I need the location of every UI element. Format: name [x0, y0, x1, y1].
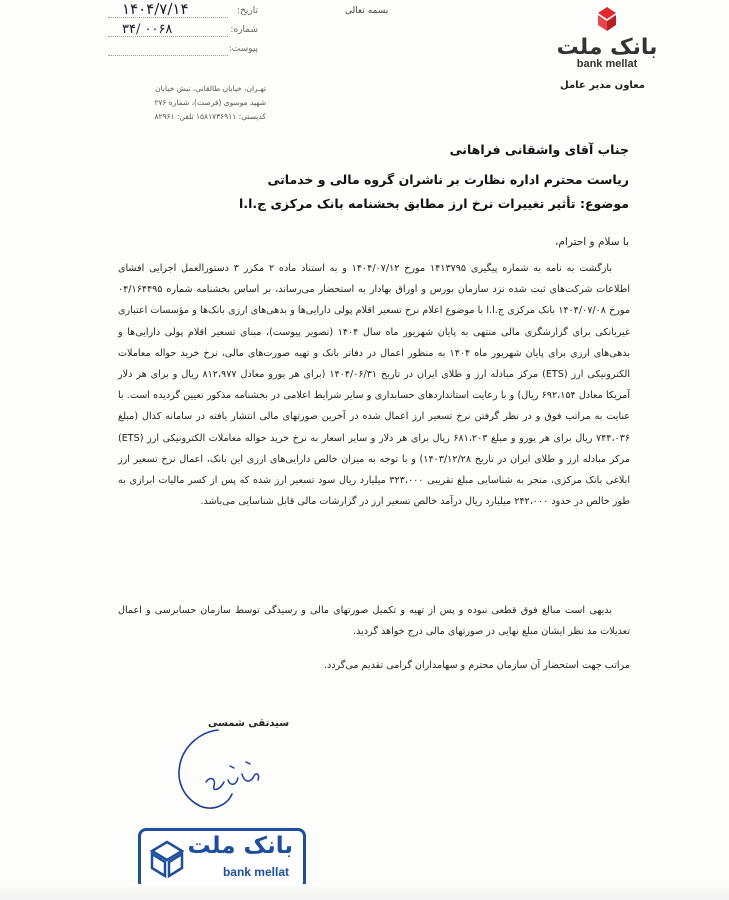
- bank-mellat-emblem-icon: [592, 6, 622, 32]
- page-edge: [0, 884, 729, 900]
- signatory-name: سیدتقی شمسی: [208, 718, 290, 729]
- addressee-name: جناب آقای واشقانی فراهانی: [449, 142, 629, 157]
- attachment-label: پیوست:: [228, 44, 258, 54]
- date-value: ۱۴۰۴/۷/۱۴: [122, 0, 189, 18]
- bank-name-en: bank mellat: [576, 58, 638, 70]
- date-row: [108, 0, 258, 23]
- number-value: ۳۴/ ۰۰۶۸: [122, 22, 173, 37]
- stamp-bank-name-en: bank mellat: [222, 865, 289, 879]
- bank-mellat-emblem-icon: [147, 839, 187, 879]
- bank-stamp: [138, 828, 306, 890]
- addressee-title: ریاست محترم اداره نظارت بر ناشران گروه مالی و خدماتی: [267, 172, 629, 187]
- bank-address: [108, 82, 266, 124]
- letter-meta: [108, 0, 258, 61]
- issuing-unit: معاون مدیر عامل: [560, 80, 645, 91]
- address-line: تهـران، خیابان طالقانی، نبش خیابان: [155, 84, 266, 93]
- handwritten-signature: [170, 724, 280, 814]
- bismillah: بسمه تعالی: [345, 6, 389, 16]
- date-label: تاریخ:: [237, 6, 258, 16]
- number-label: شماره:: [230, 25, 258, 35]
- bank-name-fa: بانک ملت: [556, 35, 658, 60]
- closing-paragraph: مراتب جهت استحضار آن سازمان محترم و سهامداران گرامی تقدیم می‌گردد.: [323, 660, 630, 671]
- body-paragraph: بازگشت به نامه به شماره پیگیری ۱۴۱۳۷۹۵ مورخ ۱۴۰۴/۰۷/۱۲ و به استناد ماده ۲ مکرر ۳ دستورالعمل اجرایی افشای اطلاعات شرکت‌های ثبت شده نزد سازمان بورس و اوراق بهادار به استحضار می‌رساند، بر اساس بخشنامه شماره ۰۴/۱۶۴۴۹۵ مورخ ۱۴۰۴/۰۷/۰۸ بانک مرکزی ج.ا.ا با موضوع اعلام نرخ تسعیر اقلام پولی دارایی‌ها و بدهی‌های ارزی بانک‌ها و مؤسسات اعتباری غیربانکی برای گزارشگری مالی منتهی به پایان شهریور ماه سال ۱۴۰۴ (تصویر پیوست)، مبنای تسعیر اقلام پولی دارایی‌ها و بدهی‌های ارزی برای پایان شهریور ماه ۱۴۰۴ به منظور اعمال در دفاتر بانک و تهیه صورت‌های مالی، نرخ خرید حواله معاملات الکترونیکی ارز (ETS) مرکز مبادله ارز و طلای ایران در تاریخ ۱۴۰۴/۰۶/۳۱ (برای هر یورو معادل ۸۱۲،۹۷۷ ریال و برای هر دلار آمریکا معادل ۶۹۲،۱۵۴ ریال) و با رعایت استانداردهای حسابداری و سایر شرایط اعلامی در بخشنامه مذکور تعیین گردیده است. با عنایت به مراتب فوق و در نظر گرفتن نرخ تسعیر ارز اعمال شده در آخرین صورتهای مالی انتشار یافته در سامانه کدال (مبلغ ۷۴۴،۰۳۶ ریال برای هر یورو و مبلغ ۶۸۱،۲۰۳ ریال برای هر دلار و سایر اسعار به نرخ خرید حواله معاملات الکترونیکی ارز (ETS) مرکز مبادله ارز و طلای ایران در تاریخ ۱۴۰۳/۱۲/۲۸) و با توجه به میزان خالص دارایی‌های ارزی این بانک، اعمال نرخ تسعیر ارز ابلاغی بانک مرکزی، منجر به شناسایی مبلغ تقریبی ۳۲۳،۰۰۰ میلیارد ریال سود تسعیر ارز شده که پس از کسر مالیات ابرازی به طور خالص در حدود ۲۴۲،۰۰۰ میلیارد ریال درآمد خالص تسعیر ارز در گزارشات مالی قابل شناسایی می‌باشد.: [118, 263, 631, 508]
- body-paragraph: بدیهی است مبالغ فوق قطعی نبوده و پس از تهیه و تکمیل صورتهای مالی و رسیدگی توسط سازمان حسابرسی و اعمال تعدیلات مد نظر ایشان مبلغ نهایی در صورتهای مالی درج خواهد گردید.: [118, 605, 630, 638]
- greeting: با سلام و احترام،: [555, 236, 629, 248]
- stamp-bank-name-fa: بانک ملت: [187, 833, 293, 859]
- addressee-block: [267, 135, 629, 195]
- attachment-row: [108, 42, 258, 61]
- address-line: شهید موسوی (فرصت)، شماره ۲۷۶: [154, 98, 266, 107]
- address-contact: کدپستی: ۱۵۸۱۷۳۶۹۱۱ تلفن: ۸۲۹۶۱: [154, 112, 266, 121]
- attachment-line: [108, 55, 228, 56]
- number-row: [108, 23, 258, 42]
- letter-subject: موضوع: تأثیر تغییرات نرخ ارز مطابق بخشنامه بانک مرکزی ج.ا.ا: [239, 196, 629, 211]
